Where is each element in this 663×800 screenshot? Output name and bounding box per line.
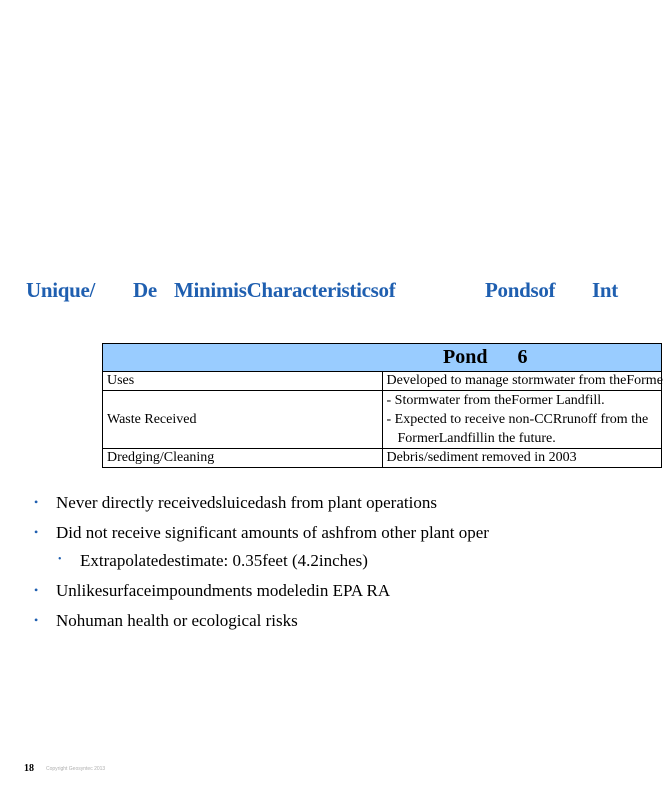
- list-item: [34, 493, 618, 515]
- row-label: Uses: [103, 372, 383, 391]
- table-row: [103, 391, 662, 449]
- title-word: Int: [592, 278, 618, 302]
- bullet-icon: •: [34, 525, 39, 539]
- row-value: Developed to manage stormwater from theForme: [382, 372, 662, 391]
- table-header-row: [103, 344, 662, 372]
- title-word: De: [133, 278, 157, 302]
- waste-line: - Stormwater from theFormer Landfill.: [386, 393, 605, 408]
- pond-table: [102, 343, 663, 468]
- slide-title: [26, 278, 618, 306]
- waste-line: - Expected to receive non-CCRrunoff from the: [386, 412, 649, 427]
- bullet-icon: •: [34, 613, 39, 627]
- bullet-icon: •: [58, 554, 62, 565]
- bullet-text: Did not receive significant amounts of ashfrom other plant oper: [56, 523, 489, 542]
- pond-header-number: 6: [517, 346, 528, 368]
- copyright-text: Copyright Geosyntec 2013: [46, 766, 106, 772]
- bullet-text: Extrapolatedestimate: 0.35feet (4.2inches): [80, 551, 368, 570]
- list-item: [58, 551, 618, 573]
- list-item: [34, 611, 618, 633]
- row-label: Dredging/Cleaning: [103, 449, 383, 468]
- table-row: [103, 372, 662, 391]
- row-label: Waste Received: [103, 391, 383, 449]
- table-row: [103, 449, 662, 468]
- list-item: [34, 581, 618, 603]
- row-value: Debris/sediment removed in 2003: [382, 449, 662, 468]
- title-word: Pondsof: [485, 278, 556, 302]
- title-word: MinimisCharacteristicsof: [174, 278, 396, 302]
- pond-header-label: Pond: [443, 346, 488, 368]
- title-word: Unique/: [26, 278, 96, 302]
- page-number: 18: [24, 763, 34, 774]
- pond-header: [103, 344, 662, 372]
- bullet-icon: •: [34, 495, 39, 509]
- bullet-text: Nohuman health or ecological risks: [56, 611, 298, 630]
- bullet-text: Unlikesurfaceimpoundments modeledin EPA RA: [56, 581, 391, 600]
- bullet-text: Never directly receivedsluicedash from plant operations: [56, 493, 437, 512]
- bullet-icon: •: [34, 583, 39, 597]
- list-item: [34, 523, 618, 545]
- waste-line: FormerLandfillin the future.: [397, 431, 556, 446]
- row-value: [382, 391, 662, 449]
